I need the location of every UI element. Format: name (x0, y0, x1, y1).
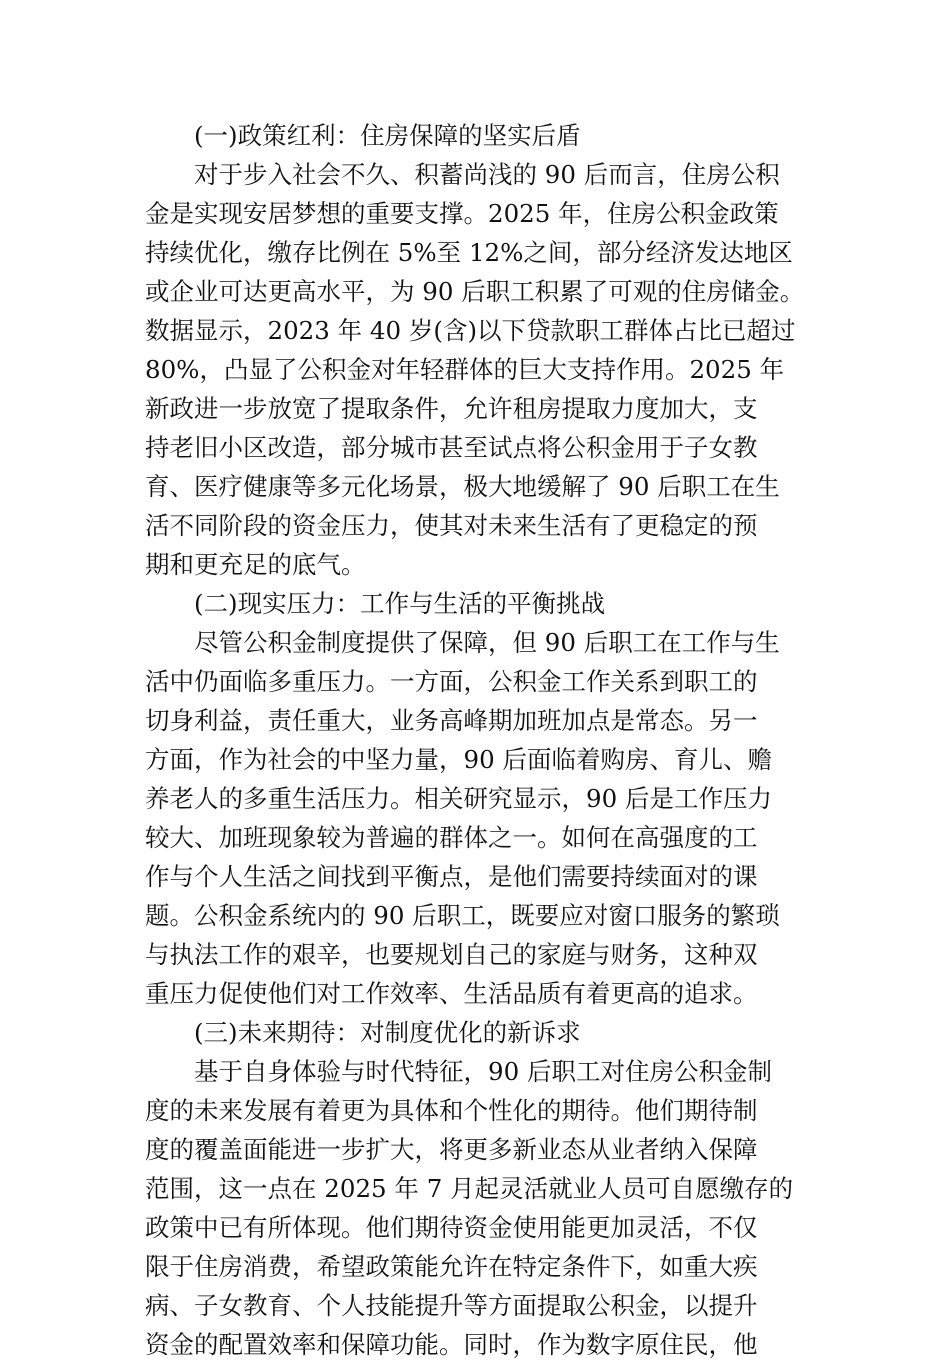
section-heading-1: (一)政策红利：住房保障的坚实后盾 (194, 121, 581, 150)
paragraph-line: 度的覆盖面能进一步扩大，将更多新业态从业者纳入保障 (145, 1135, 758, 1164)
paragraph-line: 与执法工作的艰辛，也要规划自己的家庭与财务，这种双 (145, 940, 758, 969)
paragraph-line: 育、医疗健康等多元化场景，极大地缓解了 90 后职工在生 (145, 472, 780, 501)
paragraph-line: 范围，这一点在 2025 年 7 月起灵活就业人员可自愿缴存的 (145, 1174, 794, 1203)
paragraph-line: 期和更充足的底气。 (145, 550, 366, 579)
paragraph-line: 尽管公积金制度提供了保障，但 90 后职工在工作与生 (194, 628, 780, 657)
paragraph-line: 或企业可达更高水平，为 90 后职工积累了可观的住房储金。 (145, 277, 805, 306)
paragraph-line: 基于自身体验与时代特征，90 后职工对住房公积金制 (194, 1057, 772, 1086)
paragraph-line: 作与个人生活之间找到平衡点，是他们需要持续面对的课 (145, 862, 758, 891)
section-heading-2: (二)现实压力：工作与生活的平衡挑战 (194, 589, 606, 618)
paragraph-line: 病、子女教育、个人技能提升等方面提取公积金，以提升 (145, 1291, 758, 1320)
section-heading-3: (三)未来期待：对制度优化的新诉求 (194, 1018, 581, 1047)
paragraph-line: 新政进一步放宽了提取条件，允许租房提取力度加大，支 (145, 394, 758, 423)
paragraph-line: 重压力促使他们对工作效率、生活品质有着更高的追求。 (145, 979, 758, 1008)
paragraph-line: 养老人的多重生活压力。相关研究显示，90 后是工作压力 (145, 784, 772, 813)
paragraph-line: 对于步入社会不久、积蓄尚浅的 90 后而言，住房公积 (194, 160, 780, 189)
paragraph-line: 资金的配置效率和保障功能。同时，作为数字原住民，他 (145, 1330, 758, 1359)
paragraph-line: 活中仍面临多重压力。一方面，公积金工作关系到职工的 (145, 667, 758, 696)
paragraph-line: 方面，作为社会的中坚力量，90 后面临着购房、育儿、赡 (145, 745, 772, 774)
paragraph-line: 切身利益，责任重大，业务高峰期加班加点是常态。另一 (145, 706, 758, 735)
paragraph-line: 限于住房消费，希望政策能允许在特定条件下，如重大疾 (145, 1252, 758, 1281)
paragraph-line: 度的未来发展有着更为具体和个性化的期待。他们期待制 (145, 1096, 758, 1125)
paragraph-line: 较大、加班现象较为普遍的群体之一。如何在高强度的工 (145, 823, 758, 852)
paragraph-line: 80%，凸显了公积金对年轻群体的巨大支持作用。2025 年 (145, 355, 785, 384)
paragraph-line: 政策中已有所体现。他们期待资金使用能更加灵活，不仅 (145, 1213, 758, 1242)
paragraph-line: 活不同阶段的资金压力，使其对未来生活有了更稳定的预 (145, 511, 758, 540)
paragraph-line: 数据显示，2023 年 40 岁(含)以下贷款职工群体占比已超过 (145, 316, 796, 345)
paragraph-line: 持老旧小区改造，部分城市甚至试点将公积金用于子女教 (145, 433, 758, 462)
paragraph-line: 金是实现安居梦想的重要支撑。2025 年，住房公积金政策 (145, 199, 779, 228)
document-body (145, 116, 810, 1364)
paragraph-line: 题。公积金系统内的 90 后职工，既要应对窗口服务的繁琐 (145, 901, 780, 930)
paragraph-line: 持续优化，缴存比例在 5%至 12%之间，部分经济发达地区 (145, 238, 793, 267)
